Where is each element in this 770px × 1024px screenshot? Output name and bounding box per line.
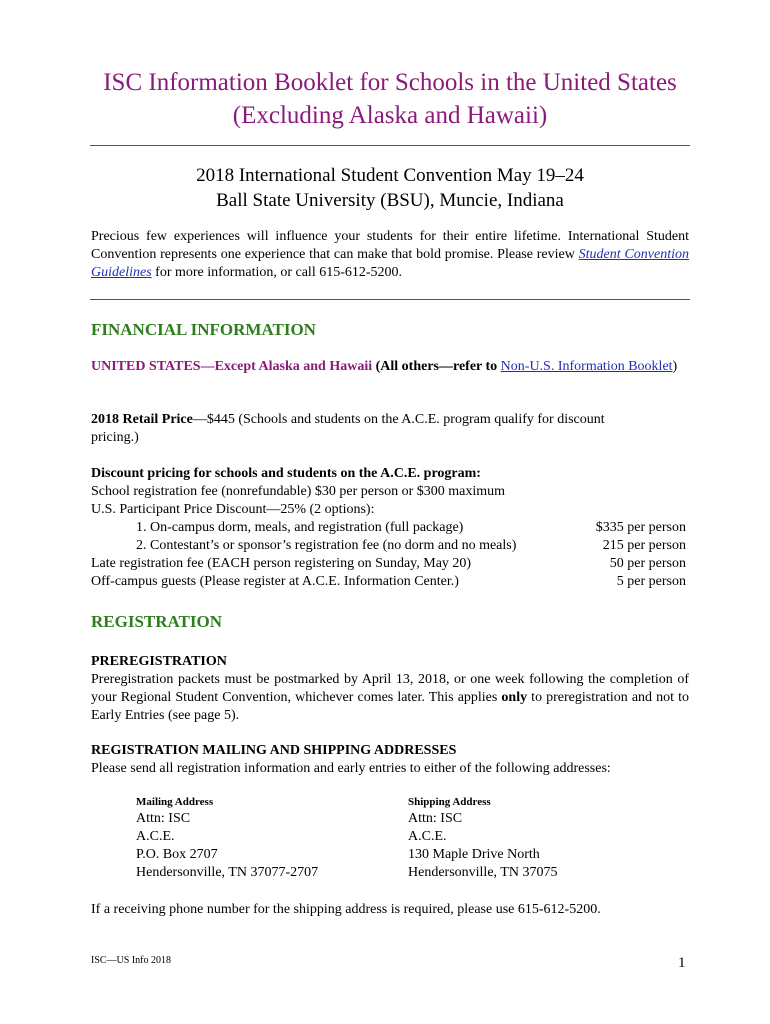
offcampus-line: Off-campus guests (Please register at A.C.E. Information Center.) <box>91 574 459 589</box>
us-scope-paragraph: UNITED STATES—Except Alaska and Hawaii (All others—refer to Non-U.S. Information Booklet) <box>91 359 678 374</box>
intro-paragraph: Precious few experiences will influence your students for their entire lifetime. International Student Convention represents one experience that can make that bold promise. Please review Student Convention Guidelines for more information, or call 615-612-5200. <box>91 229 689 280</box>
document-title <box>60 66 720 132</box>
mailing-address-heading: Mailing Address <box>136 796 214 808</box>
shipping-address-line: A.C.E. <box>408 829 447 844</box>
title-line-2: (Excluding Alaska and Hawaii) <box>232 102 548 129</box>
phone-note: If a receiving phone number for the shipping address is required, please use 615-612-5200. <box>91 902 601 917</box>
non-us-booklet-link[interactable]: Non-U.S. Information Booklet <box>500 359 673 374</box>
mailing-address-line: Hendersonville, TN 37077-2707 <box>136 865 319 880</box>
shipping-address-line: Hendersonville, TN 37075 <box>408 865 558 880</box>
participant-discount-line: U.S. Participant Price Discount—25% (2 options): <box>91 502 375 517</box>
option-1-price: $335 per person <box>595 520 686 535</box>
option-1-line: 1. On-campus dorm, meals, and registration (full package) <box>136 520 464 535</box>
mailing-address-line: A.C.E. <box>136 829 175 844</box>
late-fee-price: 50 per person <box>609 556 686 571</box>
discount-heading: Discount pricing for schools and students on the A.C.E. program: <box>91 466 481 481</box>
shipping-address-line: Attn: ISC <box>408 811 463 826</box>
preregistration-paragraph: Preregistration packets must be postmarked by April 13, 2018, or one week following the completion of your Regional Student Convention, whichever comes later. This applies only to preregistration and not to Early Entries (see page 5). <box>91 672 689 723</box>
divider-top <box>90 145 690 146</box>
event-name: 2018 International Student Convention May 19–24 <box>196 165 584 186</box>
preregistration-heading: PREREGISTRATION <box>91 654 227 669</box>
us-scope-label: UNITED STATES—Except Alaska and Hawaii <box>91 359 373 374</box>
offcampus-price: 5 per person <box>616 574 686 589</box>
addresses-intro: Please send all registration information and early entries to either of the following addresses: <box>91 761 611 776</box>
retail-price-label: 2018 Retail Price <box>91 412 193 427</box>
school-fee-line: School registration fee (nonrefundable) $30 per person or $300 maximum <box>91 484 506 499</box>
late-fee-line: Late registration fee (EACH person registering on Sunday, May 20) <box>91 556 472 571</box>
option-2-line: 2. Contestant’s or sponsor’s registration fee (no dorm and no meals) <box>136 538 517 553</box>
page-number: 1 <box>678 955 686 971</box>
event-location: Ball State University (BSU), Muncie, Indiana <box>216 190 564 211</box>
shipping-address-line: 130 Maple Drive North <box>408 847 540 862</box>
mailing-address-line: Attn: ISC <box>136 811 191 826</box>
retail-price-paragraph: 2018 Retail Price—$445 (Schools and students on the A.C.E. program qualify for discount pricing.) <box>91 412 605 445</box>
event-subtitle <box>60 163 720 213</box>
addresses-heading: REGISTRATION MAILING AND SHIPPING ADDRESSES <box>91 743 457 758</box>
title-line-1: ISC Information Booklet for Schools in the United States <box>103 69 677 96</box>
registration-heading: REGISTRATION <box>91 612 222 631</box>
financial-heading: FINANCIAL INFORMATION <box>91 320 316 339</box>
mailing-address-line: P.O. Box 2707 <box>136 847 218 862</box>
divider-middle <box>90 299 690 300</box>
option-2-price: 215 per person <box>602 538 686 553</box>
shipping-address-heading: Shipping Address <box>408 796 491 808</box>
student-convention-guidelines-link[interactable]: Student Convention Guidelines <box>91 247 689 280</box>
footer-label: ISC—US Info 2018 <box>91 955 172 966</box>
